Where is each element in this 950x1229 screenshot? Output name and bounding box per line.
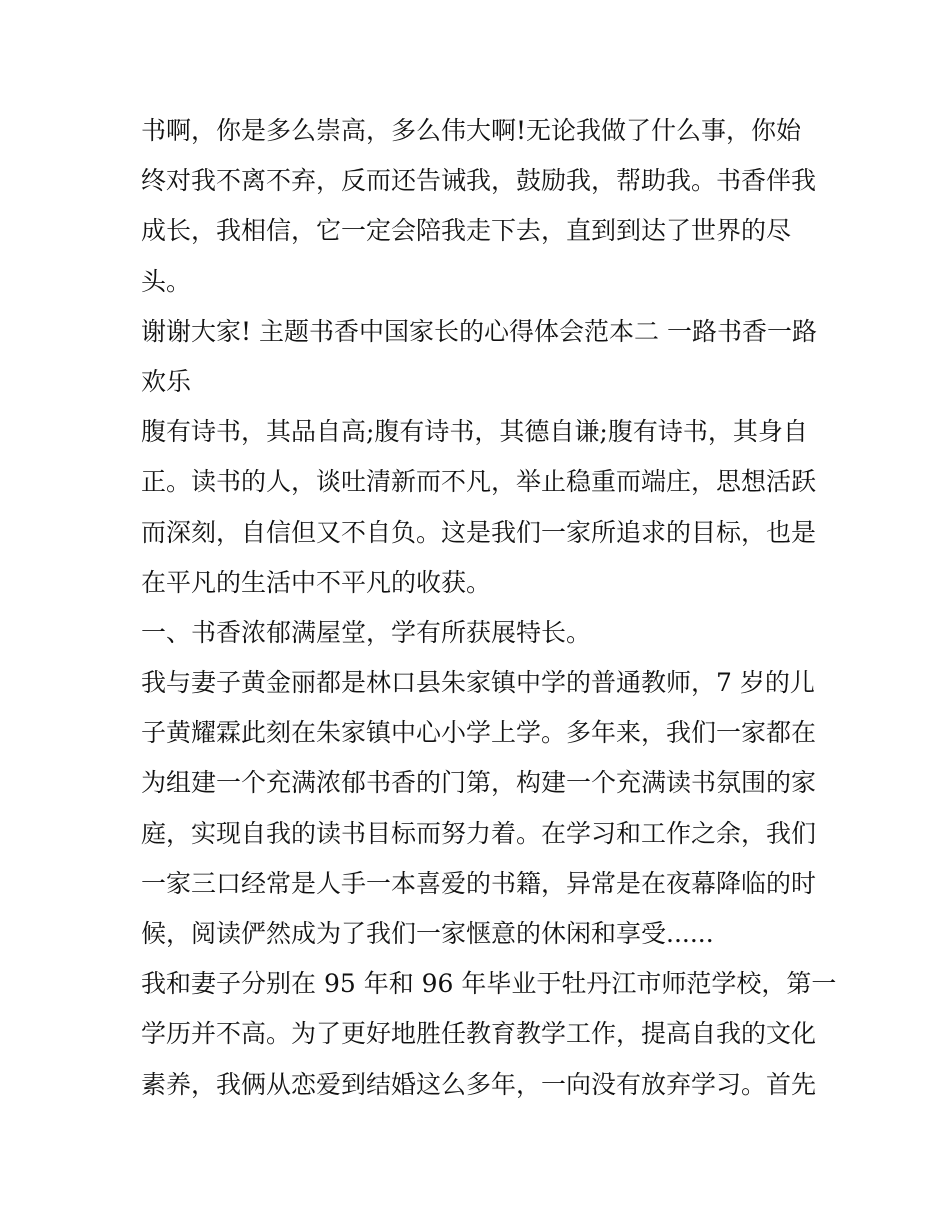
text-line: 我与妻子黄金丽都是林口县朱家镇中学的普通教师，7 岁的儿	[141, 668, 815, 698]
text-line: 头。	[141, 266, 192, 296]
text-line: 书啊，你是多么崇高，多么伟大啊!无论我做了什么事，你始	[141, 116, 802, 145]
paragraph-intro	[141, 413, 821, 614]
text-line: 我和妻子分别在 95 年和 96 年毕业于牡丹江市师范学校，第一	[141, 969, 837, 999]
paragraph-title	[141, 313, 821, 413]
text-line: 成长，我相信，它一定会陪我走下去，直到到达了世界的尽	[141, 216, 792, 246]
text-line: 学历并不高。为了更好地胜任教育教学工作，提高自我的文化	[141, 1019, 817, 1049]
text-line: 一家三口经常是人手一本喜爱的书籍，异常是在夜幕降临的时	[141, 868, 817, 898]
text-line: 谢谢大家! 主题书香中国家长的心得体会范本二 一路书香一路	[141, 316, 817, 346]
text-line: 欢乐	[141, 366, 192, 396]
text-line: 素养，我俩从恋爱到结婚这么多年，一向没有放弃学习。首先	[141, 1069, 817, 1099]
paragraph-education	[141, 965, 837, 1116]
text-line: 在平凡的生活中不平凡的收获。	[141, 567, 492, 597]
text-line: 为组建一个充满浓郁书香的门第，构建一个充满读书氛围的家	[141, 768, 817, 798]
text-line: 候，阅读俨然成为了我们一家惬意的休闲和享受......	[141, 919, 714, 948]
text-line: 而深刻，自信但又不自负。这是我们一家所追求的目标，也是	[141, 517, 817, 547]
text-line: 庭，实现自我的读书目标而努力着。在学习和工作之余，我们	[141, 818, 817, 848]
text-line: 腹有诗书，其品自高;腹有诗书，其德自谦;腹有诗书，其身自	[141, 417, 808, 447]
paragraph-book-praise	[141, 112, 821, 313]
text-line: 终对我不离不弃，反而还告诫我，鼓励我，帮助我。书香伴我	[141, 166, 817, 196]
paragraph-family	[141, 664, 821, 965]
section-heading	[141, 614, 821, 664]
document-body	[141, 112, 837, 1116]
text-line: 正。读书的人，谈吐清新而不凡，举止稳重而端庄，思想活跃	[141, 467, 817, 497]
text-line: 一、书香浓郁满屋堂，学有所获展特长。	[141, 617, 592, 647]
text-line: 子黄耀霖此刻在朱家镇中心小学上学。多年来，我们一家都在	[141, 718, 817, 748]
